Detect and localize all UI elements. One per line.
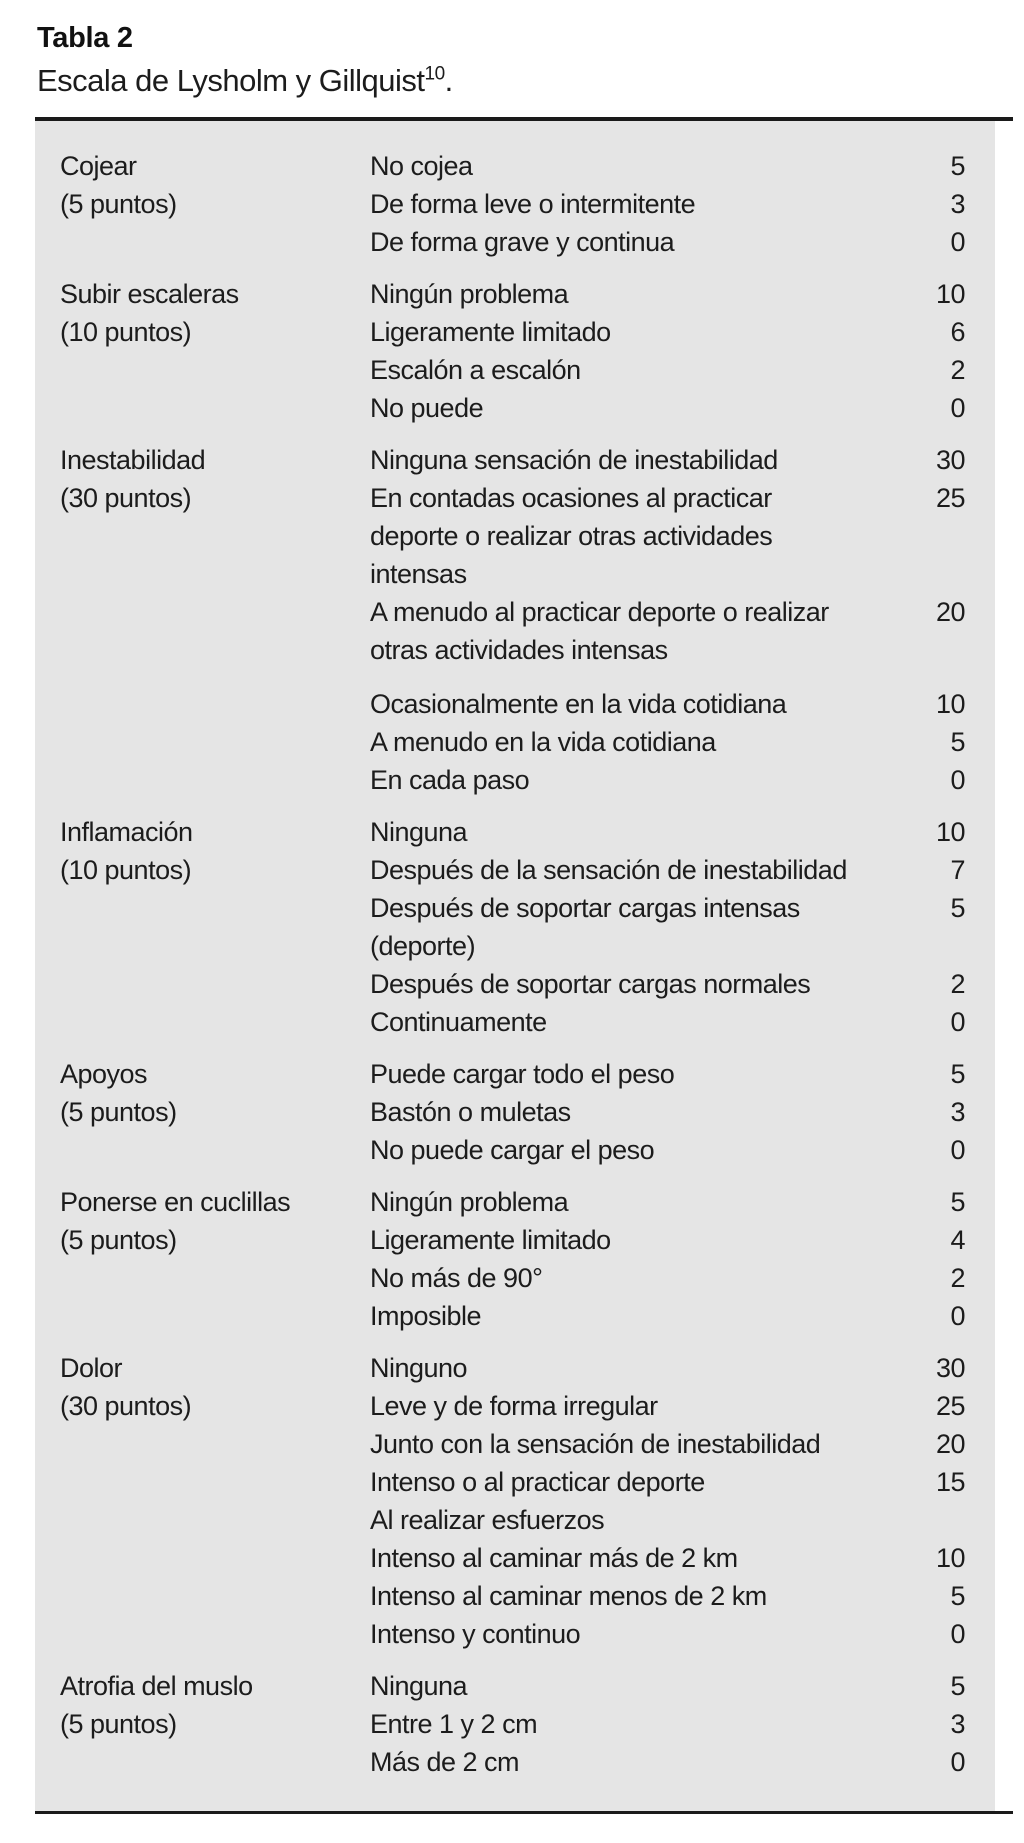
table-row — [370, 965, 965, 1003]
option-text: Ninguna sensación de inestabilidad — [370, 445, 778, 475]
table-row — [370, 685, 965, 723]
option-text: Ningún problema — [370, 279, 569, 309]
table-row — [370, 1615, 965, 1653]
table-row — [370, 479, 965, 517]
options-cell — [370, 813, 965, 1041]
table-row — [370, 1577, 965, 1615]
option-text: En cada paso — [370, 765, 530, 795]
options-cell — [370, 441, 965, 799]
table-row — [370, 1297, 965, 1335]
option-text: Ninguna — [370, 817, 468, 847]
option-score: 2 — [950, 355, 965, 385]
table-row — [370, 351, 965, 389]
option-text: Imposible — [370, 1301, 482, 1331]
table-row — [370, 1183, 965, 1221]
category-points: (30 puntos) — [60, 483, 192, 513]
option-score: 3 — [950, 1709, 965, 1739]
table-row — [370, 761, 965, 799]
table-row — [370, 1463, 965, 1501]
table-header — [0, 0, 1024, 100]
option-score: 0 — [950, 393, 965, 423]
table-row — [370, 1539, 965, 1577]
option-text: Intenso al caminar menos de 2 km — [370, 1581, 767, 1611]
option-score: 10 — [935, 1543, 965, 1573]
table-section — [35, 275, 995, 427]
option-text: otras actividades intensas — [370, 635, 668, 665]
option-text: Después de soportar cargas normales — [370, 969, 811, 999]
option-text: intensas — [370, 559, 467, 589]
category-name: Atrofia del muslo — [60, 1671, 253, 1701]
option-score: 0 — [950, 1007, 965, 1037]
table-section — [35, 813, 995, 1041]
option-text: No puede — [370, 393, 484, 423]
option-text: Junto con la sensación de inestabilidad — [370, 1429, 821, 1459]
table-section — [35, 1055, 995, 1169]
option-text: De forma grave y continua — [370, 227, 675, 257]
table-row — [370, 313, 965, 351]
category-name: Ponerse en cuclillas — [60, 1187, 291, 1217]
option-score: 0 — [950, 1747, 965, 1777]
category-cell — [60, 813, 370, 1041]
options-cell — [370, 1055, 965, 1169]
table-row — [370, 723, 965, 761]
table-section — [35, 1183, 995, 1335]
option-score: 10 — [935, 817, 965, 847]
category-cell — [60, 275, 370, 427]
option-text: Después de la sensación de inestabilidad — [370, 855, 847, 885]
option-score: 2 — [950, 1263, 965, 1293]
option-score: 5 — [950, 1671, 965, 1701]
table-caption — [37, 62, 1024, 100]
table-row — [370, 1501, 965, 1539]
option-score: 20 — [935, 1429, 965, 1459]
category-name: Subir escaleras — [60, 279, 239, 309]
table-row — [370, 147, 965, 185]
category-cell — [60, 441, 370, 799]
category-name: Apoyos — [60, 1059, 148, 1089]
option-score: 4 — [950, 1225, 965, 1255]
option-score: 7 — [950, 855, 965, 885]
options-cell — [370, 1667, 965, 1781]
category-points: (5 puntos) — [60, 189, 177, 219]
table-row — [370, 1667, 965, 1705]
category-name: Inflamación — [60, 817, 193, 847]
table-row — [370, 1131, 965, 1169]
category-cell — [60, 147, 370, 261]
option-score: 5 — [950, 893, 965, 923]
table-row — [370, 517, 965, 555]
table-row — [370, 275, 965, 313]
category-points: (10 puntos) — [60, 317, 192, 347]
category-cell — [60, 1055, 370, 1169]
option-score: 5 — [950, 727, 965, 757]
option-text: Puede cargar todo el peso — [370, 1059, 675, 1089]
table-row — [370, 1003, 965, 1041]
option-text: Ligeramente limitado — [370, 1225, 611, 1255]
option-score: 0 — [950, 1619, 965, 1649]
option-score: 20 — [935, 597, 965, 627]
option-score: 10 — [935, 279, 965, 309]
table-section — [35, 1667, 995, 1781]
option-text: Entre 1 y 2 cm — [370, 1709, 538, 1739]
table-row — [370, 441, 965, 479]
table-row — [370, 813, 965, 851]
table-caption-reference: 10 — [424, 63, 445, 85]
option-text: A menudo al practicar deporte o realizar — [370, 597, 829, 627]
category-points: (5 puntos) — [60, 1225, 177, 1255]
option-text: Más de 2 cm — [370, 1747, 520, 1777]
option-text: Escalón a escalón — [370, 355, 581, 385]
table-row — [370, 1705, 965, 1743]
category-cell — [60, 1349, 370, 1653]
option-score: 30 — [935, 1353, 965, 1383]
options-cell — [370, 1183, 965, 1335]
category-points: (5 puntos) — [60, 1709, 177, 1739]
option-text: Ocasionalmente en la vida cotidiana — [370, 689, 787, 719]
option-text: Continuamente — [370, 1007, 547, 1037]
option-score: 0 — [950, 1135, 965, 1165]
options-cell — [370, 147, 965, 261]
table-row — [370, 1221, 965, 1259]
option-score: 5 — [950, 1187, 965, 1217]
table-row — [370, 555, 965, 593]
option-score: 6 — [950, 317, 965, 347]
table-row — [370, 223, 965, 261]
category-points: (10 puntos) — [60, 855, 192, 885]
option-score: 2 — [950, 969, 965, 999]
table-row — [370, 1349, 965, 1387]
table-row — [370, 1259, 965, 1297]
category-points: (5 puntos) — [60, 1097, 177, 1127]
table-row — [370, 1387, 965, 1425]
table-section — [35, 441, 995, 799]
option-text: A menudo en la vida cotidiana — [370, 727, 716, 757]
category-name: Cojear — [60, 151, 137, 181]
option-text: Ligeramente limitado — [370, 317, 611, 347]
option-score: 10 — [935, 689, 965, 719]
table-row — [370, 1743, 965, 1781]
options-cell — [370, 275, 965, 427]
table-row — [370, 389, 965, 427]
option-text: deporte o realizar otras actividades — [370, 521, 773, 551]
category-points: (30 puntos) — [60, 1391, 192, 1421]
option-score: 5 — [950, 1059, 965, 1089]
option-score: 5 — [950, 1581, 965, 1611]
option-text: Ninguna — [370, 1671, 468, 1701]
table-row — [370, 889, 965, 927]
table-section — [35, 147, 995, 261]
option-score: 0 — [950, 765, 965, 795]
table-row — [370, 1093, 965, 1131]
table-row — [370, 1425, 965, 1463]
option-text: (deporte) — [370, 931, 476, 961]
option-score: 0 — [950, 227, 965, 257]
table-row — [370, 631, 965, 669]
option-text: Ningún problema — [370, 1187, 569, 1217]
option-score: 3 — [950, 189, 965, 219]
option-text: De forma leve o intermitente — [370, 189, 696, 219]
table-row — [370, 1055, 965, 1093]
table-row — [370, 593, 965, 631]
option-score: 25 — [935, 483, 965, 513]
category-name: Dolor — [60, 1353, 123, 1383]
table-body — [35, 121, 995, 1811]
option-text: Después de soportar cargas intensas — [370, 893, 800, 923]
option-text: Bastón o muletas — [370, 1097, 571, 1127]
category-name: Inestabilidad — [60, 445, 206, 475]
option-score: 0 — [950, 1301, 965, 1331]
table-caption-period: . — [444, 63, 453, 98]
category-cell — [60, 1183, 370, 1335]
option-text: Ninguno — [370, 1353, 468, 1383]
table-bottom-rule — [35, 1811, 1013, 1814]
option-text: Intenso y continuo — [370, 1619, 581, 1649]
options-cell — [370, 1349, 965, 1653]
option-text: No puede cargar el peso — [370, 1135, 655, 1165]
table-row — [370, 927, 965, 965]
option-score: 5 — [950, 151, 965, 181]
option-score: 15 — [935, 1467, 965, 1497]
option-text: Intenso al caminar más de 2 km — [370, 1543, 738, 1573]
option-text: Al realizar esfuerzos — [370, 1505, 605, 1535]
option-score: 30 — [935, 445, 965, 475]
option-text: Leve y de forma irregular — [370, 1391, 658, 1421]
table-title: Tabla 2 — [37, 22, 133, 54]
option-text: Intenso o al practicar deporte — [370, 1467, 705, 1497]
option-score: 3 — [950, 1097, 965, 1127]
table-section — [35, 1349, 995, 1653]
table-caption-text: Escala de Lysholm y Gillquist — [37, 63, 425, 98]
option-text: No más de 90° — [370, 1263, 543, 1293]
table-row — [370, 185, 965, 223]
option-text: En contadas ocasiones al practicar — [370, 483, 772, 513]
category-cell — [60, 1667, 370, 1781]
table-row — [370, 851, 965, 889]
option-score: 25 — [935, 1391, 965, 1421]
option-text: No cojea — [370, 151, 473, 181]
